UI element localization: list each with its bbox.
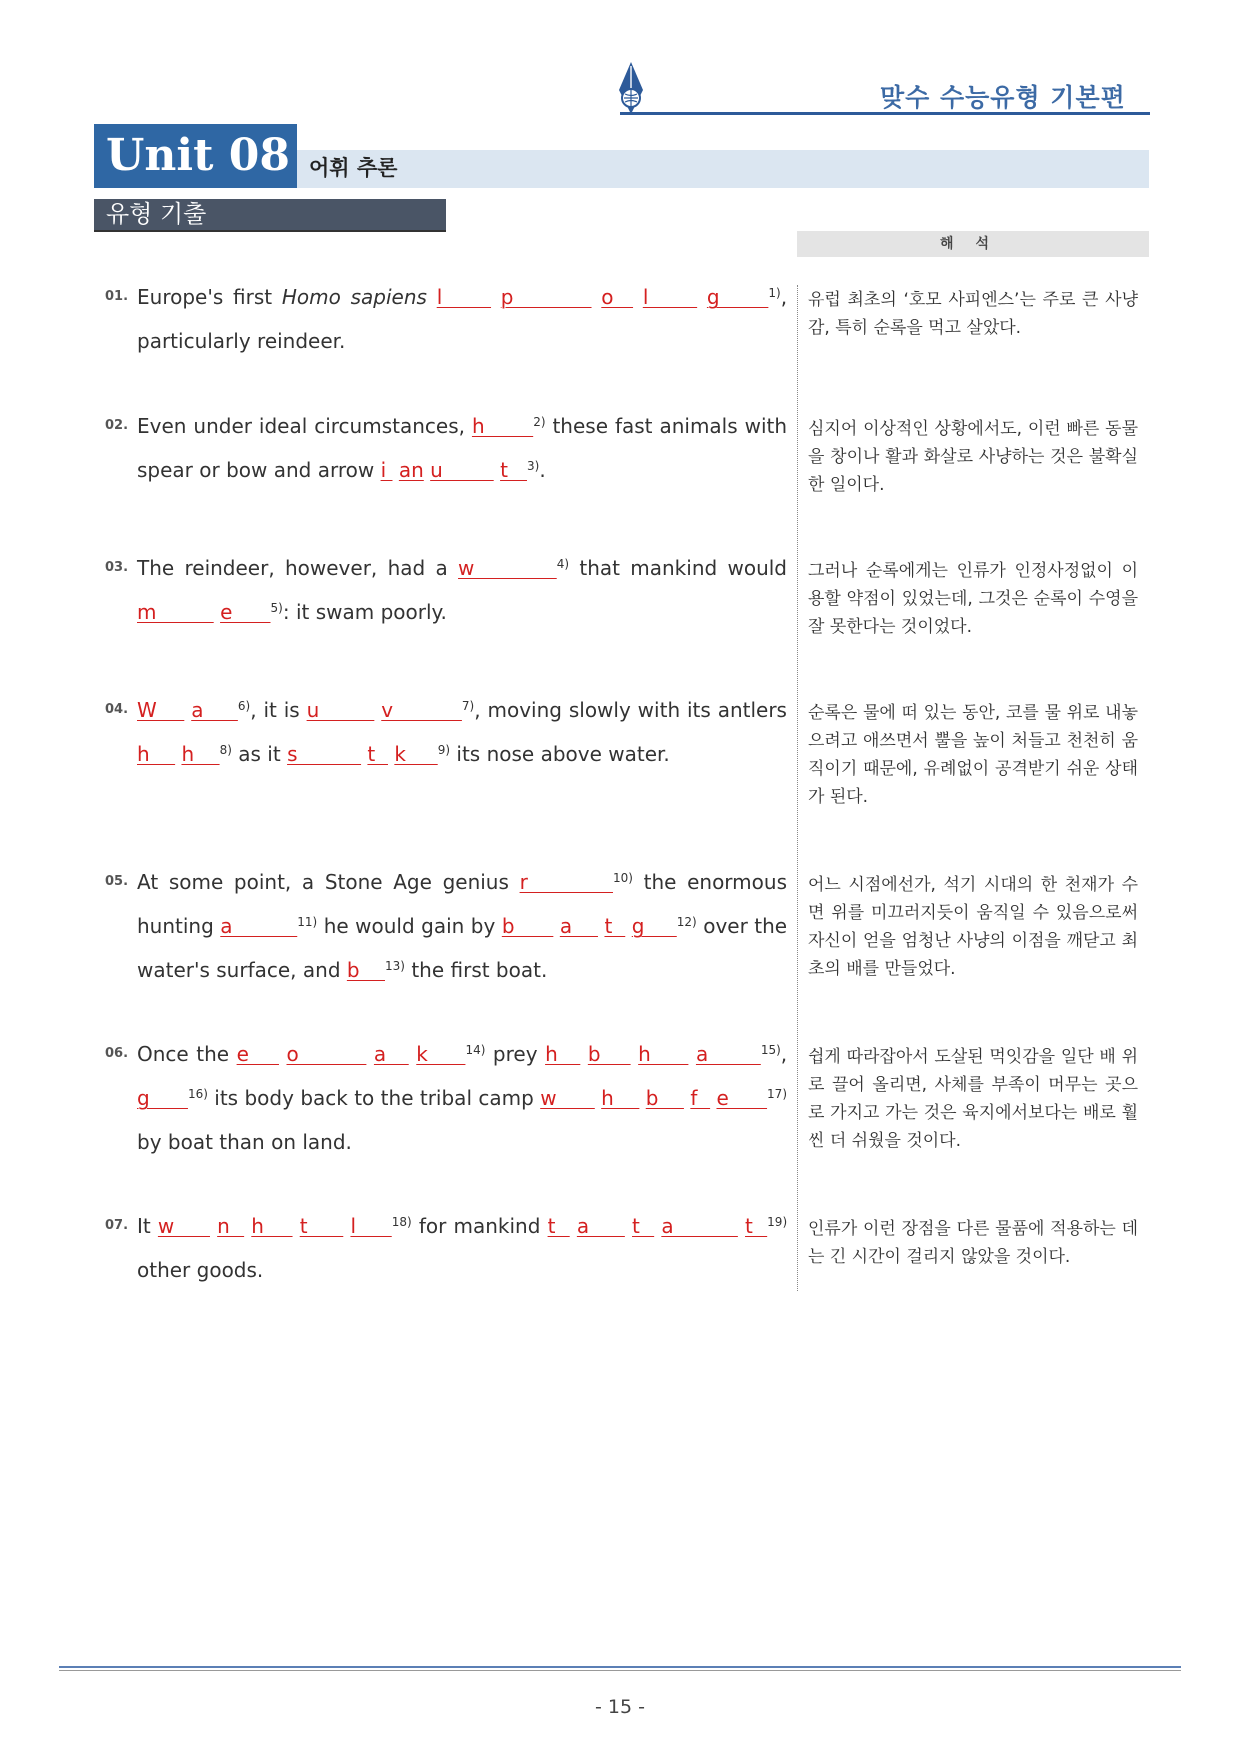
- answer-blank: b: [645, 1086, 684, 1110]
- item-number: 01.: [105, 289, 129, 304]
- item-text: [137, 860, 787, 992]
- answer-blank: t: [745, 1214, 768, 1238]
- answer-blank: w: [540, 1086, 595, 1110]
- answer-blank: e: [236, 1042, 279, 1066]
- text: Even under ideal circumstances,: [137, 414, 465, 438]
- footer-rule-thin: [59, 1670, 1181, 1671]
- answer-blank: w: [157, 1214, 210, 1238]
- answer-blank: a: [559, 914, 598, 938]
- answer-blank: e: [716, 1086, 768, 1110]
- answer-blank: h: [251, 1214, 293, 1238]
- item-translation: 유럽 최초의 ‘호모 사피엔스’는 주로 큰 사냥감, 특히 순록을 먹고 살았다.: [808, 290, 1138, 338]
- text: over the water's surface, and: [137, 914, 788, 982]
- punctuation: ,: [780, 1042, 788, 1066]
- item-text: [137, 688, 787, 776]
- text: It: [137, 1214, 151, 1238]
- text: for mankind: [418, 1214, 541, 1238]
- answer-blank: k: [394, 742, 438, 766]
- answer-blank: t: [500, 458, 527, 482]
- unit-strip: [297, 150, 1149, 188]
- answer-blank: h: [137, 742, 176, 766]
- item-translation: 인류가 이런 장점을 다른 물품에 적용하는 데는 긴 시간이 걸리지 않았을 것이다.: [808, 1219, 1138, 1267]
- item-number: 07.: [105, 1218, 129, 1233]
- answer-blank: l: [642, 285, 698, 309]
- answer-blank: a: [661, 1214, 738, 1238]
- answer-blank: t: [547, 1214, 570, 1238]
- answer-blank: o: [601, 285, 634, 309]
- answer-blank: t: [632, 1214, 655, 1238]
- answer-blank: e: [220, 600, 271, 624]
- text: Once the: [137, 1042, 230, 1066]
- answer-blank: h: [545, 1042, 581, 1066]
- answer-blank: b: [587, 1042, 631, 1066]
- answer-blank: W: [137, 698, 185, 722]
- blank-number: 5): [270, 601, 283, 615]
- text: as it: [238, 742, 281, 766]
- answer-blank: f: [690, 1086, 711, 1110]
- answer-blank: b: [346, 958, 385, 982]
- answer-blank: b: [501, 914, 554, 938]
- answer-blank: h: [638, 1042, 689, 1066]
- answer-blank: a: [576, 1214, 625, 1238]
- item-translation: 그러나 순록에게는 인류가 인정사정없이 이용할 약점이 있었는데, 그것은 순록이 수영을 잘 못한다는 것이었다.: [808, 561, 1138, 637]
- text: : it swam poorly.: [282, 600, 447, 624]
- blank-number: 1): [768, 286, 781, 300]
- item-text: [137, 1204, 787, 1292]
- blank-number: 17): [767, 1087, 787, 1101]
- item-translation: 쉽게 따라잡아서 도살된 먹잇감을 일단 배 위로 끌어 올리면, 사체를 부족이 머무는 곳으로 가지고 가는 것은 육지에서보다는 배로 훨씬 더 쉬웠을 것이다.: [808, 1047, 1138, 1151]
- blank-number: 13): [385, 959, 405, 973]
- text: , moving slowly with its antlers: [474, 698, 787, 722]
- answer-blank: t: [367, 742, 388, 766]
- answer-blank: an: [398, 458, 424, 482]
- text: the enormous hunting: [137, 870, 787, 938]
- text: these fast animals with spear or bow and arrow: [137, 414, 788, 482]
- text: The reindeer, however, had a: [137, 556, 448, 580]
- answer-blank: h: [181, 742, 220, 766]
- answer-blank: p: [500, 285, 592, 309]
- answer-blank: r: [519, 870, 613, 894]
- text: its body back to the tribal camp: [214, 1086, 534, 1110]
- text: the first boat.: [411, 958, 548, 982]
- answer-blank: g: [706, 285, 769, 309]
- answer-blank: n: [217, 1214, 245, 1238]
- punctuation: ,: [780, 285, 788, 309]
- blank-number: 19): [767, 1215, 788, 1229]
- item-number: 05.: [105, 874, 129, 889]
- item-number: 02.: [105, 418, 129, 433]
- text: he would gain by: [323, 914, 496, 938]
- pen-nib-globe-icon: [612, 60, 650, 118]
- blank-number: 7): [461, 699, 475, 713]
- answer-blank: i: [380, 458, 393, 482]
- answer-blank: t: [604, 914, 626, 938]
- blank-number: 8): [219, 743, 232, 757]
- answer-blank: l: [436, 285, 492, 309]
- brand-title: 맞수 수능유형 기본편: [880, 83, 1126, 112]
- blank-number: 6): [237, 699, 251, 713]
- unit-title: Unit 08: [94, 124, 297, 188]
- blank-number: 12): [676, 915, 697, 929]
- blank-number: 15): [760, 1043, 781, 1057]
- answer-blank: g: [137, 1086, 188, 1110]
- answer-blank: u: [430, 458, 494, 482]
- answer-blank: a: [220, 914, 298, 938]
- blank-number: 2): [533, 415, 546, 429]
- answer-blank: a: [191, 698, 238, 722]
- answer-blank: a: [373, 1042, 409, 1066]
- text: by boat than on land.: [137, 1130, 352, 1154]
- answer-blank: o: [286, 1042, 367, 1066]
- item-number: 04.: [105, 702, 129, 717]
- answer-blank: v: [381, 698, 462, 722]
- text: , it is: [250, 698, 300, 722]
- text-italic: Homo sapiens: [281, 285, 427, 309]
- blank-number: 11): [297, 915, 318, 929]
- blank-number: 14): [465, 1043, 486, 1057]
- item-number: 03.: [105, 560, 129, 575]
- blank-number: 4): [556, 557, 570, 571]
- text: prey: [492, 1042, 538, 1066]
- page-number: - 15 -: [595, 1696, 645, 1718]
- text: that mankind would: [579, 556, 788, 580]
- answer-blank: a: [695, 1042, 761, 1066]
- translation-header-label: 해석: [940, 236, 1012, 252]
- answer-blank: h: [471, 414, 534, 438]
- answer-blank: l: [350, 1214, 392, 1238]
- answer-blank: u: [306, 698, 375, 722]
- text: other goods.: [137, 1258, 264, 1282]
- blank-number: 16): [187, 1087, 208, 1101]
- answer-blank: h: [601, 1086, 640, 1110]
- answer-blank: g: [631, 914, 677, 938]
- footer-rule: [59, 1666, 1181, 1668]
- column-divider: [797, 285, 798, 1291]
- section-label: 유형 기출: [106, 200, 207, 228]
- answer-blank: t: [299, 1214, 344, 1238]
- text: Europe's first: [137, 285, 273, 309]
- section-underline: [94, 230, 446, 232]
- text: its nose above water.: [456, 742, 670, 766]
- answer-blank: w: [458, 556, 557, 580]
- blank-number: 10): [613, 871, 633, 885]
- answer-blank: k: [416, 1042, 466, 1066]
- punctuation: .: [539, 458, 546, 482]
- answer-blank: s: [287, 742, 362, 766]
- blank-number: 9): [437, 743, 451, 757]
- text: particularly reindeer.: [137, 329, 346, 353]
- item-text: [137, 404, 787, 492]
- header-rule: [620, 112, 1150, 115]
- item-translation: 심지어 이상적인 상황에서도, 이런 빠른 동물을 창이나 활과 화살로 사냥하는 것은 불확실한 일이다.: [808, 419, 1138, 495]
- item-text: [137, 1032, 787, 1164]
- item-translation: 어느 시점에선가, 석기 시대의 한 천재가 수면 위를 미끄러지듯이 움직일 수 있음으로써 자신이 얻을 엄청난 사냥의 이점을 깨닫고 최초의 배를 만들었다.: [808, 875, 1138, 979]
- item-number: 06.: [105, 1046, 129, 1061]
- item-translation: 순록은 물에 떠 있는 동안, 코를 물 위로 내놓으려고 애쓰면서 뿔을 높이 처들고 천천히 움직이기 때문에, 유례없이 공격받기 쉬운 상태가 된다.: [808, 703, 1138, 807]
- blank-number: 3): [526, 459, 540, 473]
- blank-number: 18): [391, 1215, 412, 1229]
- unit-topic: 어휘 추론: [309, 156, 398, 180]
- text: At some point, a Stone Age genius: [137, 870, 509, 894]
- answer-blank: m: [137, 600, 214, 624]
- item-text: [137, 546, 787, 634]
- item-text: [137, 275, 787, 363]
